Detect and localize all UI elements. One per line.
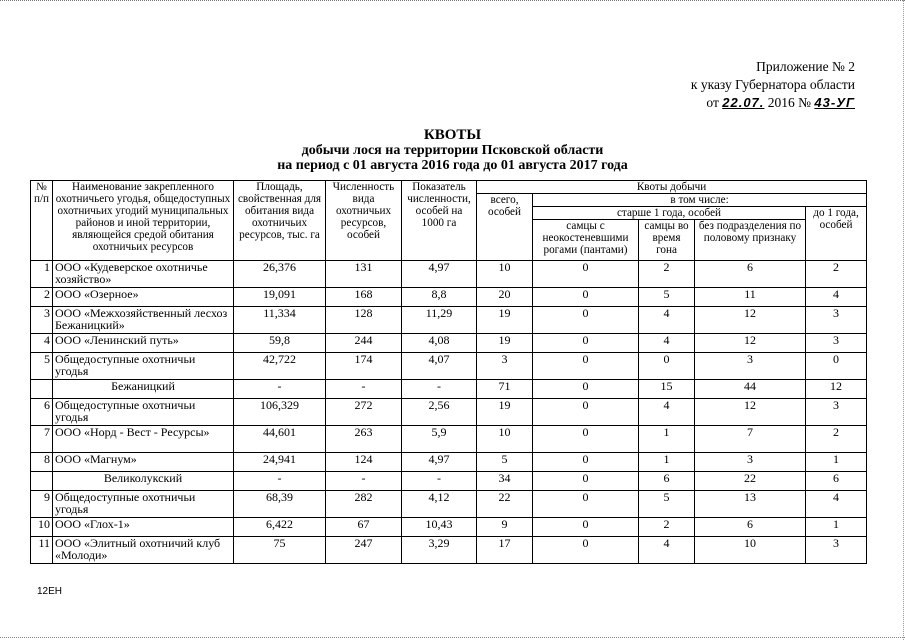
table-row [31, 453, 867, 472]
row-area: 106,329 [234, 399, 326, 426]
row-males-rut: 1 [639, 453, 695, 472]
row-males-antlers: 0 [533, 426, 639, 453]
document-title [0, 128, 905, 173]
row-males-antlers: 0 [533, 537, 639, 564]
row-num: 1 [31, 261, 53, 288]
row-under-1: 1 [806, 453, 867, 472]
row-density: 11,29 [402, 307, 477, 334]
row-no-division: 13 [695, 491, 806, 518]
header-no-division: без подразделения по половому признаку [695, 220, 806, 261]
row-area: 6,422 [234, 518, 326, 537]
row-name: Общедоступные охотничьи угодья [53, 399, 234, 426]
row-under-1: 2 [806, 426, 867, 453]
row-no-division: 3 [695, 453, 806, 472]
appendix-number-handwritten: 43-УГ [814, 95, 855, 110]
row-under-1: 6 [806, 472, 867, 491]
row-density: 10,43 [402, 518, 477, 537]
row-num: 4 [31, 334, 53, 353]
table-body [31, 261, 867, 564]
table-row [31, 491, 867, 518]
row-total: 3 [477, 353, 533, 380]
row-count: 128 [326, 307, 402, 334]
row-under-1: 3 [806, 307, 867, 334]
header-under-1: до 1 года, особей [806, 207, 867, 261]
header-quotas: Квоты добычи [477, 181, 867, 194]
row-total: 9 [477, 518, 533, 537]
scan-top-edge [0, 0, 905, 4]
row-num: 8 [31, 453, 53, 472]
row-num: 11 [31, 537, 53, 564]
row-males-rut: 15 [639, 380, 695, 399]
subtotal-row [31, 380, 867, 399]
appendix-block [691, 58, 855, 112]
row-males-rut: 4 [639, 334, 695, 353]
row-area: 24,941 [234, 453, 326, 472]
row-males-rut: 4 [639, 399, 695, 426]
appendix-from-label: от [706, 95, 719, 110]
row-count: 247 [326, 537, 402, 564]
row-total: 22 [477, 491, 533, 518]
row-males-rut: 1 [639, 426, 695, 453]
row-males-antlers: 0 [533, 518, 639, 537]
row-num: 6 [31, 399, 53, 426]
row-density: 4,07 [402, 353, 477, 380]
row-no-division: 11 [695, 288, 806, 307]
row-no-division: 12 [695, 334, 806, 353]
row-name: ООО «Элитный охотничий клуб «Молоди» [53, 537, 234, 564]
row-name: Великолукский [53, 472, 234, 491]
row-density: 3,29 [402, 537, 477, 564]
table-row [31, 537, 867, 564]
row-count: 263 [326, 426, 402, 453]
row-males-rut: 0 [639, 353, 695, 380]
title-line-2: добычи лося на территории Псковской области [301, 143, 604, 158]
header-males-antlers: самцы с неокостеневшими рогами (пантами) [533, 220, 639, 261]
appendix-year-label: 2016 № [767, 95, 812, 110]
row-density: 4,97 [402, 453, 477, 472]
row-area: 19,091 [234, 288, 326, 307]
table-row [31, 399, 867, 426]
row-total: 20 [477, 288, 533, 307]
appendix-line-3 [691, 94, 855, 112]
row-males-antlers: 0 [533, 491, 639, 518]
appendix-line-1: Приложение № 2 [756, 59, 855, 74]
row-num: 10 [31, 518, 53, 537]
row-count: 67 [326, 518, 402, 537]
row-count: 272 [326, 399, 402, 426]
header-name: Наименование закрепленного охотничьего угодья, общедоступных охотничьих угодий муниципальных районов и иной территории, являющейся средой обитания охотничьих ресурсов [53, 181, 234, 261]
row-density: - [402, 380, 477, 399]
table-row [31, 288, 867, 307]
row-under-1: 3 [806, 334, 867, 353]
quota-table [30, 180, 867, 564]
row-males-rut: 2 [639, 518, 695, 537]
row-count: 174 [326, 353, 402, 380]
header-num: № п/п [31, 181, 53, 261]
row-name: Бежаницкий [53, 380, 234, 399]
row-area: 59,8 [234, 334, 326, 353]
row-name: Общедоступные охотничьи угодья [53, 491, 234, 518]
row-no-division: 44 [695, 380, 806, 399]
row-males-rut: 4 [639, 537, 695, 564]
table-row [31, 518, 867, 537]
row-total: 19 [477, 307, 533, 334]
scan-bottom-edge [0, 635, 905, 638]
row-count: 168 [326, 288, 402, 307]
row-under-1: 12 [806, 380, 867, 399]
row-name: ООО «Озерное» [53, 288, 234, 307]
row-num [31, 380, 53, 399]
row-males-antlers: 0 [533, 453, 639, 472]
row-num: 2 [31, 288, 53, 307]
row-num: 3 [31, 307, 53, 334]
row-no-division: 3 [695, 353, 806, 380]
row-density: - [402, 472, 477, 491]
subtotal-row [31, 472, 867, 491]
row-males-rut: 5 [639, 491, 695, 518]
appendix-line-2: к указу Губернатора области [690, 77, 855, 92]
table-row [31, 353, 867, 380]
row-no-division: 12 [695, 399, 806, 426]
row-males-rut: 6 [639, 472, 695, 491]
row-no-division: 7 [695, 426, 806, 453]
header-older: старше 1 года, особей [533, 207, 806, 220]
scan-right-edge [902, 0, 904, 640]
table-row [31, 307, 867, 334]
row-no-division: 6 [695, 518, 806, 537]
row-num: 9 [31, 491, 53, 518]
row-density: 8,8 [402, 288, 477, 307]
row-males-antlers: 0 [533, 353, 639, 380]
row-name: ООО «Магнум» [53, 453, 234, 472]
row-total: 10 [477, 426, 533, 453]
row-males-antlers: 0 [533, 472, 639, 491]
header-total: всего, особей [477, 194, 533, 261]
row-total: 5 [477, 453, 533, 472]
appendix-date-handwritten: 22.07. [722, 95, 765, 110]
row-density: 4,08 [402, 334, 477, 353]
row-no-division: 10 [695, 537, 806, 564]
row-count: 131 [326, 261, 402, 288]
row-total: 19 [477, 334, 533, 353]
header-area: Площадь, свойственная для обитания вида охотничьих ресурсов, тыс. га [234, 181, 326, 261]
row-density: 4,12 [402, 491, 477, 518]
row-males-antlers: 0 [533, 399, 639, 426]
row-males-antlers: 0 [533, 307, 639, 334]
row-under-1: 3 [806, 399, 867, 426]
row-total: 19 [477, 399, 533, 426]
row-males-antlers: 0 [533, 288, 639, 307]
title-line-3: на период с 01 августа 2016 года до 01 августа 2017 года [277, 158, 628, 173]
row-area: - [234, 380, 326, 399]
row-density: 5,9 [402, 426, 477, 453]
row-under-1: 2 [806, 261, 867, 288]
row-males-antlers: 0 [533, 334, 639, 353]
row-num: 5 [31, 353, 53, 380]
row-males-rut: 5 [639, 288, 695, 307]
row-name: ООО «Норд - Вест - Ресурсы» [53, 426, 234, 453]
header-including: в том числе: [533, 194, 867, 207]
table-row [31, 334, 867, 353]
row-count: 244 [326, 334, 402, 353]
row-name: ООО «Глох-1» [53, 518, 234, 537]
row-area: 68,39 [234, 491, 326, 518]
row-num [31, 472, 53, 491]
row-area: 75 [234, 537, 326, 564]
row-name: Общедоступные охотничьи угодья [53, 353, 234, 380]
row-area: 11,334 [234, 307, 326, 334]
row-area: 44,601 [234, 426, 326, 453]
row-no-division: 6 [695, 261, 806, 288]
row-total: 10 [477, 261, 533, 288]
row-area: 26,376 [234, 261, 326, 288]
row-males-antlers: 0 [533, 261, 639, 288]
row-no-division: 22 [695, 472, 806, 491]
header-density: Показатель численности, особей на 1000 га [402, 181, 477, 261]
row-num: 7 [31, 426, 53, 453]
row-total: 17 [477, 537, 533, 564]
table-row [31, 261, 867, 288]
row-name: ООО «Кудеверское охотничье хозяйство» [53, 261, 234, 288]
row-under-1: 4 [806, 491, 867, 518]
row-total: 71 [477, 380, 533, 399]
row-males-rut: 4 [639, 307, 695, 334]
row-count: 124 [326, 453, 402, 472]
row-under-1: 1 [806, 518, 867, 537]
row-count: 282 [326, 491, 402, 518]
row-name: ООО «Ленинский путь» [53, 334, 234, 353]
row-males-rut: 2 [639, 261, 695, 288]
row-area: 42,722 [234, 353, 326, 380]
row-count: - [326, 380, 402, 399]
row-no-division: 12 [695, 307, 806, 334]
row-total: 34 [477, 472, 533, 491]
header-males-rut: самцы во время гона [639, 220, 695, 261]
row-under-1: 4 [806, 288, 867, 307]
footer-code: 12ЕН [37, 586, 63, 597]
table-row [31, 426, 867, 453]
title-line-1: КВОТЫ [423, 127, 482, 143]
row-under-1: 3 [806, 537, 867, 564]
row-density: 4,97 [402, 261, 477, 288]
row-males-antlers: 0 [533, 380, 639, 399]
header-count: Численность вида охотничьих ресурсов, особей [326, 181, 402, 261]
row-under-1: 0 [806, 353, 867, 380]
row-area: - [234, 472, 326, 491]
row-density: 2,56 [402, 399, 477, 426]
row-name: ООО «Межхозяйственный лесхоз Бежаницкий» [53, 307, 234, 334]
row-count: - [326, 472, 402, 491]
